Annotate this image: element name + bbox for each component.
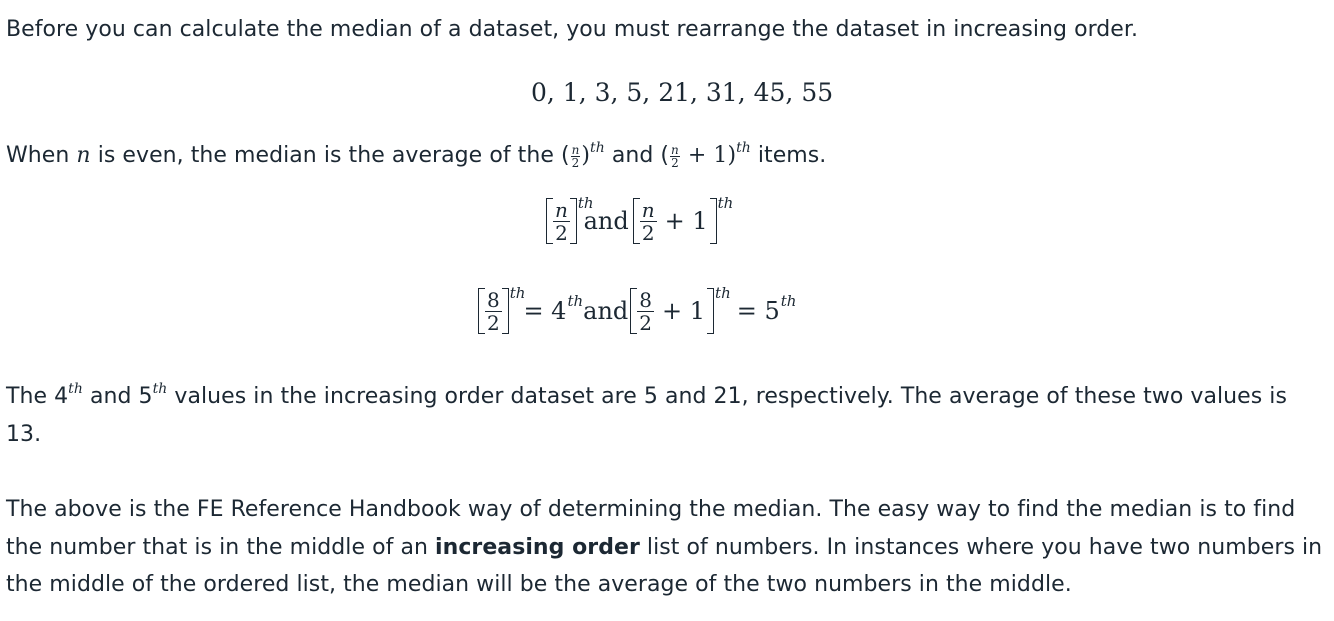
rule-text bbox=[6, 137, 826, 175]
explanation-bold-term: increasing order bbox=[435, 535, 640, 560]
formula-general-fraction-1 bbox=[553, 199, 570, 244]
dataset-list: 0, 1, 3, 5, 21, 31, 45, 55 bbox=[531, 78, 834, 107]
formula-applied-th-4: th bbox=[780, 292, 797, 310]
formula-general-th-2: th bbox=[717, 194, 734, 212]
result-the: The 4 bbox=[6, 384, 69, 409]
explanation-line-3: the middle of the ordered list, the median will be the average of the two numbers in the middle. bbox=[6, 572, 1072, 597]
formula-applied-th-1: th bbox=[509, 284, 526, 302]
rule-fraction-1 bbox=[571, 144, 581, 169]
bracket-left bbox=[546, 198, 553, 244]
result-th-2: th bbox=[152, 381, 168, 397]
rule-fraction-1-num: n bbox=[571, 142, 580, 157]
rule-part1: When bbox=[6, 143, 77, 168]
fraction-den: 2 bbox=[639, 310, 653, 335]
rule-plus-one: + 1) bbox=[680, 143, 737, 168]
rule-part3: ) bbox=[581, 143, 591, 168]
bracket-right bbox=[707, 288, 714, 334]
formula-general-th-1: th bbox=[577, 194, 594, 212]
rule-fraction-2-den: 2 bbox=[671, 155, 679, 170]
formula-general bbox=[546, 194, 734, 245]
bracket-left bbox=[630, 288, 637, 334]
rule-items: items. bbox=[750, 143, 827, 168]
rule-fraction-2-num: n bbox=[671, 142, 679, 157]
fraction-num: n bbox=[555, 197, 568, 222]
rule-n: n bbox=[76, 143, 91, 168]
bracket-left bbox=[633, 198, 640, 244]
bracket-right bbox=[570, 198, 577, 244]
explanation-line-2-pre: the number that is in the middle of an bbox=[6, 535, 436, 560]
rule-fraction-2 bbox=[670, 144, 680, 169]
formula-applied-fraction-2 bbox=[637, 289, 654, 334]
rule-th-1: th bbox=[590, 140, 605, 156]
result-answer: 13. bbox=[6, 422, 42, 447]
formula-applied-fraction-1 bbox=[485, 289, 502, 334]
formula-applied-th-2: th bbox=[567, 292, 584, 310]
fraction-num: n bbox=[641, 197, 655, 222]
fraction-num: 8 bbox=[487, 287, 500, 312]
intro-text: Before you can calculate the median of a dataset, you must rearrange the dataset in increasing order. bbox=[6, 17, 1139, 42]
rule-th-2: th bbox=[736, 140, 751, 156]
result-line-1 bbox=[6, 378, 1287, 416]
fraction-den: 2 bbox=[487, 310, 500, 335]
bracket-right bbox=[710, 198, 717, 244]
explanation-line-2 bbox=[6, 529, 1322, 567]
explanation-line-1: The above is the FE Reference Handbook way of determining the median. The easy way to find the median is to find bbox=[6, 497, 1296, 522]
formula-applied bbox=[478, 284, 797, 335]
rule-and: and ( bbox=[604, 143, 670, 168]
result-th-1: th bbox=[68, 381, 83, 397]
formula-general-fraction-2 bbox=[640, 199, 657, 244]
fraction-num: 8 bbox=[639, 287, 653, 312]
result-rest: values in the increasing order dataset are 5 and 21, respectively. The average of these two values is bbox=[167, 384, 1287, 409]
formula-general-plus-one: + 1 bbox=[664, 207, 708, 235]
fraction-den: 2 bbox=[555, 220, 568, 245]
result-and5: and 5 bbox=[82, 384, 153, 409]
formula-applied-plus-one: + 1 bbox=[662, 297, 706, 325]
formula-applied-eq4: = 4 bbox=[523, 297, 567, 325]
bracket-left bbox=[478, 288, 485, 334]
formula-applied-and: and bbox=[583, 297, 629, 325]
rule-fraction-1-den: 2 bbox=[571, 155, 580, 170]
fraction-den: 2 bbox=[641, 220, 655, 245]
formula-applied-eq5: = 5 bbox=[736, 297, 780, 325]
formula-applied-th-3: th bbox=[715, 284, 731, 302]
formula-general-and: and bbox=[583, 207, 629, 235]
rule-part2: is even, the median is the average of the ( bbox=[90, 143, 570, 168]
bracket-right bbox=[502, 288, 509, 334]
explanation-line-2-post: list of numbers. In instances where you have two numbers in bbox=[639, 535, 1323, 560]
